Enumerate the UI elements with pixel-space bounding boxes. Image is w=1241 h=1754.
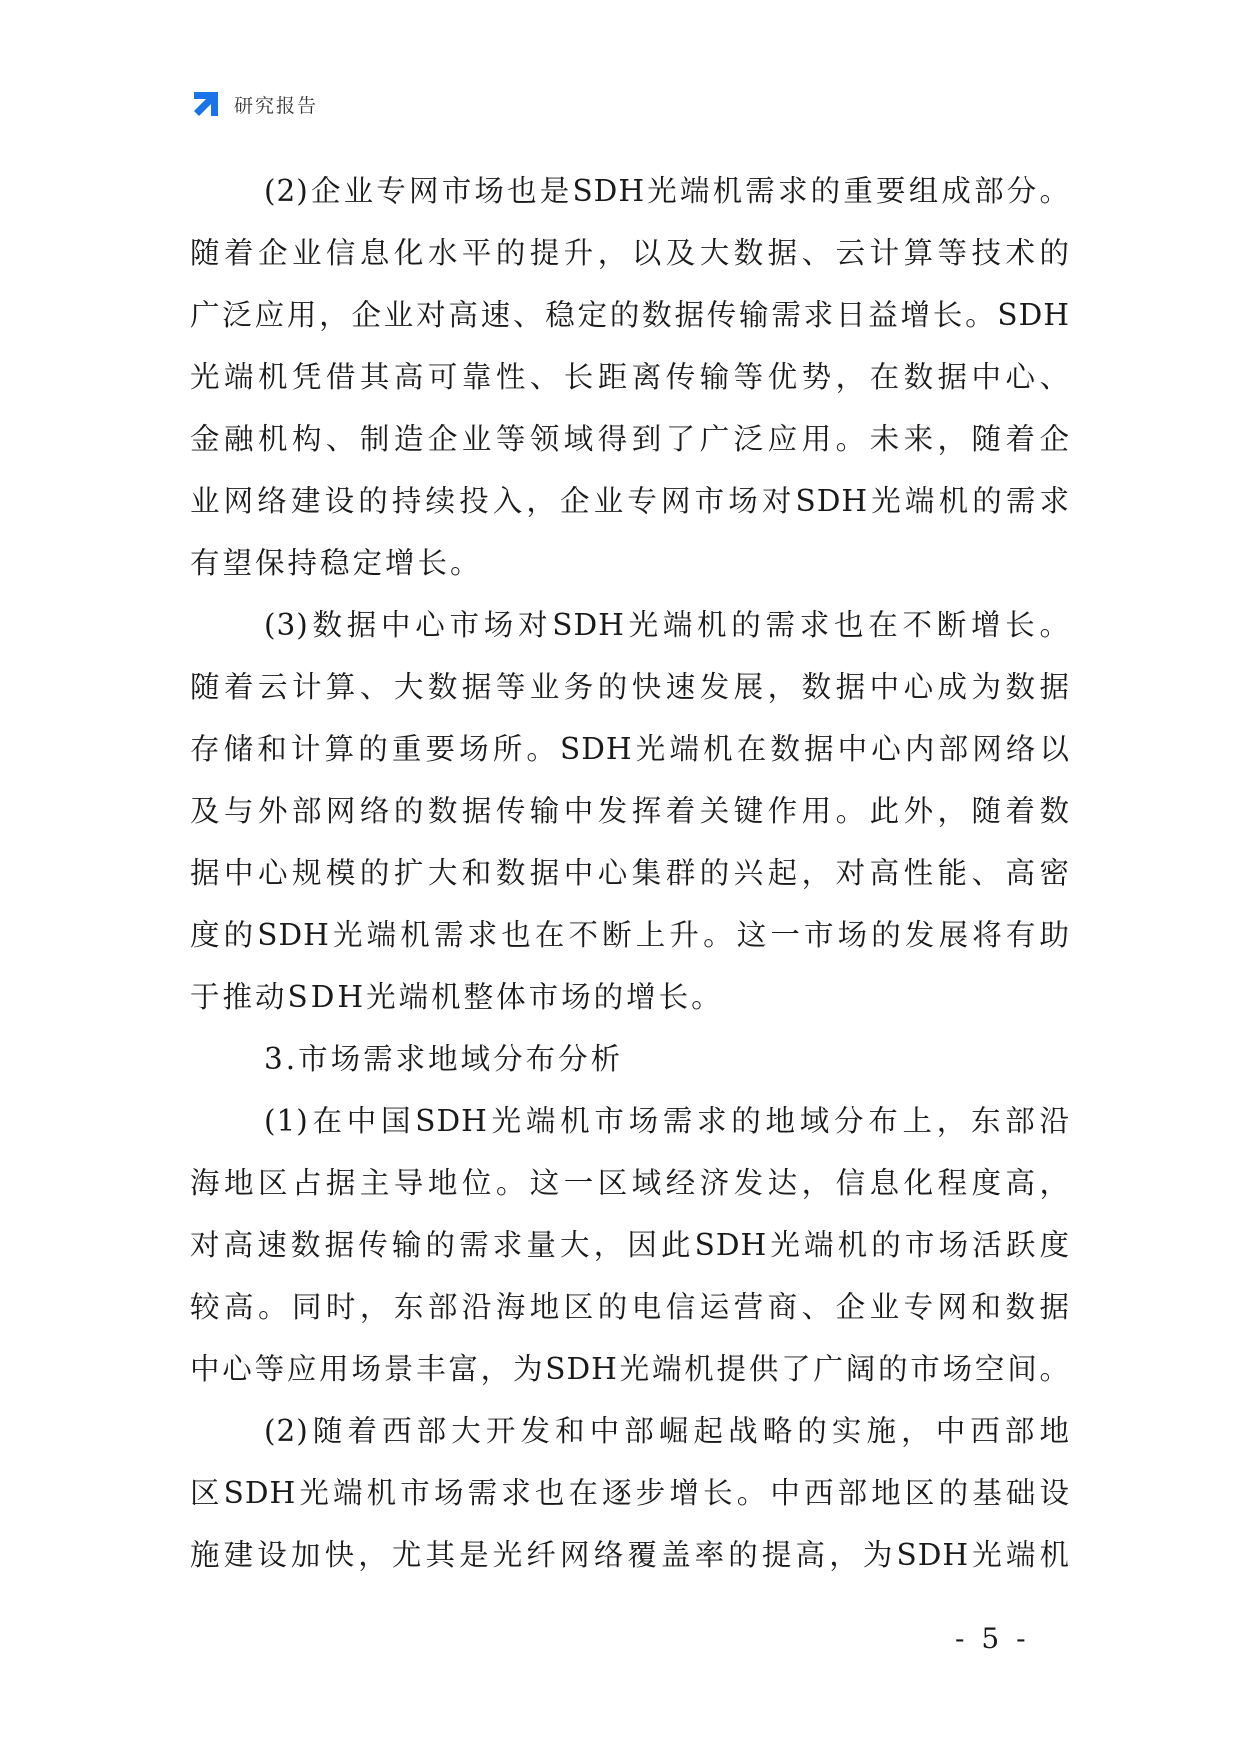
header-title: 研究报告 (234, 94, 319, 117)
paragraph-line: 于推动SDH光端机整体市场的增长。 (190, 980, 724, 1014)
page-header (190, 86, 318, 122)
paragraph-line: 业网络建设的持续投入，企业专网市场对SDH光端机的需求 (190, 484, 1070, 518)
paragraph-line: (2)随着西部大开发和中部崛起战略的实施，中西部地 (264, 1414, 1070, 1448)
logo-arrow-icon (190, 88, 222, 120)
paragraph-line: 存储和计算的重要场所。SDH光端机在数据中心内部网络以 (190, 732, 1070, 766)
paragraph-line: 及与外部网络的数据传输中发挥着关键作用。此外，随着数 (190, 794, 1070, 828)
paragraph-line: 海地区占据主导地位。这一区域经济发达，信息化程度高， (190, 1166, 1070, 1200)
paragraph-line: 对高速数据传输的需求量大，因此SDH光端机的市场活跃度 (190, 1228, 1070, 1262)
paragraph-line: 较高。同时，东部沿海地区的电信运营商、企业专网和数据 (190, 1290, 1070, 1324)
document-body (190, 160, 1070, 1586)
paragraph-line: 广泛应用，企业对高速、稳定的数据传输需求日益增长。SDH (190, 298, 1070, 332)
paragraph-line: 区SDH光端机市场需求也在逐步增长。中西部地区的基础设 (190, 1476, 1070, 1510)
paragraph-line: (2)企业专网市场也是SDH光端机需求的重要组成部分。 (264, 174, 1070, 208)
paragraph-line: (1)在中国SDH光端机市场需求的地域分布上，东部沿 (264, 1104, 1070, 1138)
paragraph-line: 据中心规模的扩大和数据中心集群的兴起，对高性能、高密 (190, 856, 1070, 890)
section-heading: 3.市场需求地域分布分析 (264, 1042, 624, 1076)
paragraph-line: 随着云计算、大数据等业务的快速发展，数据中心成为数据 (190, 670, 1070, 704)
page-number: - 5 - (955, 1622, 1030, 1655)
paragraph-line: 光端机凭借其高可靠性、长距离传输等优势，在数据中心、 (190, 360, 1070, 394)
paragraph-line: 施建设加快，尤其是光纤网络覆盖率的提高，为SDH光端机 (190, 1538, 1070, 1572)
paragraph-line: 有望保持稳定增长。 (190, 546, 483, 580)
paragraph-line: (3)数据中心市场对SDH光端机的需求也在不断增长。 (264, 608, 1070, 642)
paragraph-line: 随着企业信息化水平的提升，以及大数据、云计算等技术的 (190, 236, 1070, 270)
paragraph-line: 金融机构、制造企业等领域得到了广泛应用。未来，随着企 (190, 422, 1070, 456)
paragraph-line: 度的SDH光端机需求也在不断上升。这一市场的发展将有助 (190, 918, 1070, 952)
paragraph-line: 中心等应用场景丰富，为SDH光端机提供了广阔的市场空间。 (190, 1352, 1070, 1386)
